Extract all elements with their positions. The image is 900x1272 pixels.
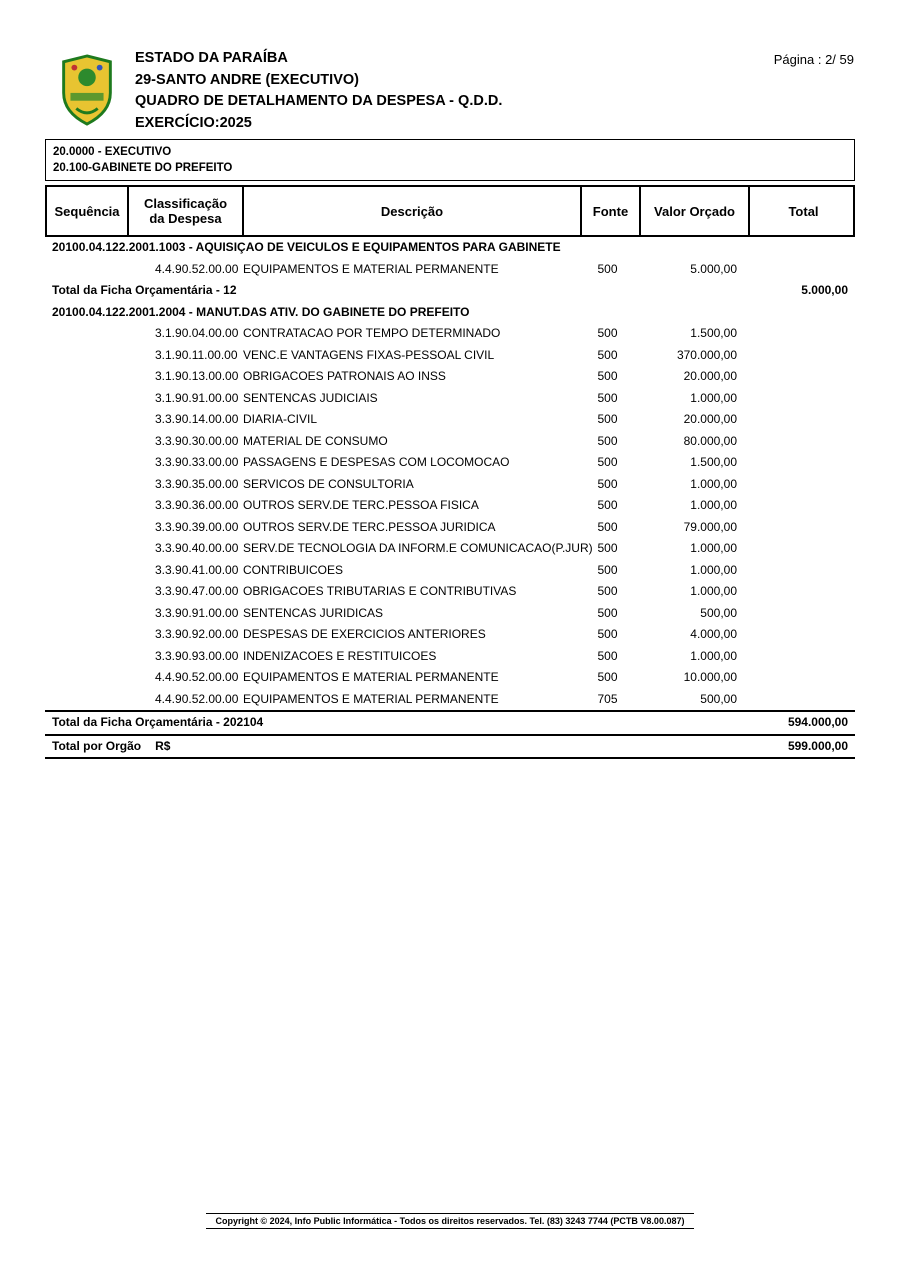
total-cell-empty — [746, 323, 855, 345]
ficha-total-value: 5.000,00 — [801, 283, 848, 297]
col-header-fonte: Fonte — [580, 187, 639, 235]
fonte-value: 500 — [597, 541, 618, 555]
org-total-value: 599.000,00 — [787, 738, 848, 753]
expense-code: 3.3.90.30.00.00 — [155, 433, 239, 448]
expense-code: 3.3.90.33.00.00 — [155, 455, 239, 469]
col-header-classificacao-line2: da Despesa — [149, 211, 222, 226]
table-row-item — [45, 689, 855, 711]
table-row-item — [45, 581, 855, 603]
col-header-descricao: Descrição — [242, 187, 580, 235]
valor-orcado-value: 1.000,00 — [690, 562, 737, 577]
fonte-value: 500 — [597, 476, 618, 491]
expense-code: 3.3.90.40.00.00 — [155, 541, 239, 555]
fonte-value: 500 — [597, 627, 618, 641]
valor-orcado-value: 20.000,00 — [683, 369, 737, 383]
expense-description: INDENIZACOES E RESTITUICOES — [243, 648, 437, 663]
valor-orcado-value: 79.000,00 — [683, 519, 737, 534]
valor-orcado-value: 1.000,00 — [690, 476, 737, 491]
table-row-item — [45, 388, 855, 410]
organ-unit-line: 20.100-GABINETE DO PREFEITO — [53, 162, 233, 174]
fonte-value: 500 — [597, 562, 618, 577]
expense-description: CONTRIBUICOES — [243, 562, 344, 577]
table-row-item — [45, 323, 855, 345]
valor-orcado-value: 1.500,00 — [690, 455, 737, 469]
table-header — [45, 185, 855, 237]
valor-orcado-value: 1.000,00 — [690, 390, 737, 405]
expense-code: 3.3.90.41.00.00 — [155, 562, 239, 577]
valor-orcado-value: 1.000,00 — [690, 648, 737, 663]
valor-orcado-value: 1.000,00 — [690, 541, 737, 555]
expense-description: DIARIA-CIVIL — [243, 412, 318, 426]
valor-orcado-value: 1.000,00 — [690, 584, 737, 598]
table-row-item — [45, 345, 855, 367]
expense-description: OBRIGACOES TRIBUTARIAS E CONTRIBUTIVAS — [243, 584, 517, 598]
report-header — [135, 48, 502, 134]
report-title: QUADRO DE DETALHAMENTO DA DESPESA - Q.D.D. — [135, 93, 503, 109]
expense-description: VENC.E VANTAGENS FIXAS-PESSOAL CIVIL — [243, 347, 495, 362]
table-row-item — [45, 624, 855, 646]
fonte-value: 500 — [597, 498, 618, 512]
valor-orcado-value: 370.000,00 — [676, 347, 737, 362]
total-cell-empty — [746, 388, 855, 410]
fonte-value: 500 — [597, 648, 618, 663]
col-header-classificacao — [127, 187, 242, 235]
total-cell-empty — [746, 560, 855, 582]
total-cell-empty — [746, 538, 855, 560]
total-cell-empty — [746, 517, 855, 539]
footer — [0, 1213, 900, 1229]
exercise-year: EXERCÍCIO:2025 — [135, 114, 252, 131]
total-cell-empty — [746, 624, 855, 646]
table-row-item — [45, 474, 855, 496]
table-body — [45, 237, 855, 759]
fonte-value: 705 — [597, 691, 618, 706]
expense-description: PASSAGENS E DESPESAS COM LOCOMOCAO — [243, 455, 510, 469]
table-row-item — [45, 366, 855, 388]
expense-code: 3.3.90.91.00.00 — [155, 605, 239, 620]
total-cell-empty — [746, 474, 855, 496]
table-row-ficha-total — [45, 710, 855, 734]
fonte-value: 500 — [597, 605, 618, 620]
fonte-value: 500 — [597, 347, 618, 362]
currency-label: R$ — [155, 738, 171, 753]
table-row-item — [45, 431, 855, 453]
fonte-value: 500 — [597, 261, 618, 276]
table-row-item — [45, 495, 855, 517]
table-row-item — [45, 452, 855, 474]
table-row-item — [45, 259, 855, 281]
table-row-item — [45, 409, 855, 431]
expense-code: 3.3.90.14.00.00 — [155, 412, 239, 426]
table-row-item — [45, 646, 855, 668]
ficha-total-value: 594.000,00 — [787, 715, 848, 729]
total-cell-empty — [746, 495, 855, 517]
valor-orcado-value: 1.500,00 — [690, 326, 737, 340]
fonte-value: 500 — [597, 326, 618, 340]
fonte-value: 500 — [597, 390, 618, 405]
footer-copyright: Copyright © 2024, Info Public Informática - Todos os direitos reservados. Tel. (83) 3243 7744 (PCTB V8.00.087) — [206, 1213, 695, 1229]
section-title: 20100.04.122.2001.1003 - AQUISIÇAO DE VEICULOS E EQUIPAMENTOS PARA GABINETE — [52, 240, 561, 254]
expense-description: EQUIPAMENTOS E MATERIAL PERMANENTE — [243, 691, 499, 706]
expense-code: 4.4.90.52.00.00 — [155, 691, 239, 706]
total-cell-empty — [746, 603, 855, 625]
total-cell-empty — [746, 259, 855, 281]
expense-code: 3.1.90.13.00.00 — [155, 369, 239, 383]
expense-description: SERV.DE TECNOLOGIA DA INFORM.E COMUNICACAO(P.JUR) — [243, 541, 593, 555]
total-cell-empty — [746, 409, 855, 431]
organ-box — [45, 139, 855, 181]
municipal-crest-icon — [57, 54, 117, 126]
state-name: ESTADO DA PARAÍBA — [135, 50, 288, 66]
ficha-total-label: Total da Ficha Orçamentária - 12 — [52, 283, 237, 297]
expense-description: DESPESAS DE EXERCICIOS ANTERIORES — [243, 627, 486, 641]
table-row-section — [45, 237, 855, 259]
fonte-value: 500 — [597, 433, 618, 448]
expense-description: EQUIPAMENTOS E MATERIAL PERMANENTE — [243, 261, 499, 276]
expense-description: SENTENCAS JUDICIAIS — [243, 390, 378, 405]
total-cell-empty — [746, 646, 855, 668]
expense-code: 3.3.90.36.00.00 — [155, 498, 239, 512]
table-row-item — [45, 667, 855, 689]
expense-code: 3.3.90.35.00.00 — [155, 476, 239, 491]
col-header-total: Total — [748, 187, 857, 235]
valor-orcado-value: 20.000,00 — [683, 412, 737, 426]
table-row-org-total — [45, 734, 855, 760]
valor-orcado-value: 1.000,00 — [690, 498, 737, 512]
fonte-value: 500 — [597, 455, 618, 469]
organ-code-line: 20.0000 - EXECUTIVO — [53, 146, 172, 158]
total-cell-empty — [746, 366, 855, 388]
org-total-label — [45, 736, 746, 758]
table-row-item — [45, 603, 855, 625]
valor-orcado-value: 500,00 — [700, 605, 737, 620]
expense-description: OUTROS SERV.DE TERC.PESSOA FISICA — [243, 498, 479, 512]
expense-code: 3.1.90.11.00.00 — [155, 347, 238, 362]
valor-orcado-value: 80.000,00 — [683, 433, 737, 448]
report-body — [45, 139, 855, 759]
expense-description: CONTRATACAO POR TEMPO DETERMINADO — [243, 326, 501, 340]
table-row-section — [45, 302, 855, 324]
expense-description: MATERIAL DE CONSUMO — [243, 433, 388, 448]
fonte-value: 500 — [597, 369, 618, 383]
valor-orcado-value: 4.000,00 — [690, 627, 737, 641]
expense-code: 3.3.90.92.00.00 — [155, 627, 239, 641]
expense-code: 3.1.90.91.00.00 — [155, 390, 239, 405]
expense-description: EQUIPAMENTOS E MATERIAL PERMANENTE — [243, 670, 499, 684]
expense-code: 3.3.90.39.00.00 — [155, 519, 239, 534]
total-cell-empty — [746, 345, 855, 367]
entity-name: 29-SANTO ANDRE (EXECUTIVO) — [135, 71, 359, 88]
table-row-item — [45, 560, 855, 582]
fonte-value: 500 — [597, 584, 618, 598]
table-row-item — [45, 517, 855, 539]
org-total-text: Total por Orgão — [52, 738, 142, 753]
col-header-valor: Valor Orçado — [639, 187, 748, 235]
col-header-classificacao-line1: Classificação — [143, 196, 228, 211]
expense-description: SERVICOS DE CONSULTORIA — [243, 476, 414, 491]
total-cell-empty — [746, 431, 855, 453]
expense-description: OBRIGACOES PATRONAIS AO INSS — [243, 369, 446, 383]
table-row-item — [45, 538, 855, 560]
total-cell-empty — [746, 689, 855, 711]
total-cell-empty — [746, 452, 855, 474]
col-header-sequencia: Sequência — [54, 203, 120, 219]
valor-orcado-value: 10.000,00 — [683, 670, 737, 684]
valor-orcado-value: 5.000,00 — [690, 261, 737, 276]
ficha-total-label: Total da Ficha Orçamentária - 202104 — [52, 715, 264, 729]
expense-description: SENTENCAS JURIDICAS — [243, 605, 384, 620]
fonte-value: 500 — [597, 670, 618, 684]
expense-code: 3.3.90.93.00.00 — [155, 648, 239, 663]
fonte-value: 500 — [597, 519, 618, 534]
expense-code: 4.4.90.52.00.00 — [155, 670, 239, 684]
expense-code: 4.4.90.52.00.00 — [155, 261, 239, 276]
table-row-ficha-total — [45, 280, 855, 302]
valor-orcado-value: 500,00 — [700, 691, 737, 706]
expense-description: OUTROS SERV.DE TERC.PESSOA JURIDICA — [243, 519, 496, 534]
section-title: 20100.04.122.2001.2004 - MANUT.DAS ATIV. DO GABINETE DO PREFEITO — [52, 304, 470, 319]
page-number: Página : 2/ 59 — [773, 52, 854, 67]
expense-code: 3.3.90.47.00.00 — [155, 584, 239, 598]
total-cell-empty — [746, 581, 855, 603]
expense-code: 3.1.90.04.00.00 — [155, 326, 239, 340]
total-cell-empty — [746, 667, 855, 689]
fonte-value: 500 — [597, 412, 618, 426]
